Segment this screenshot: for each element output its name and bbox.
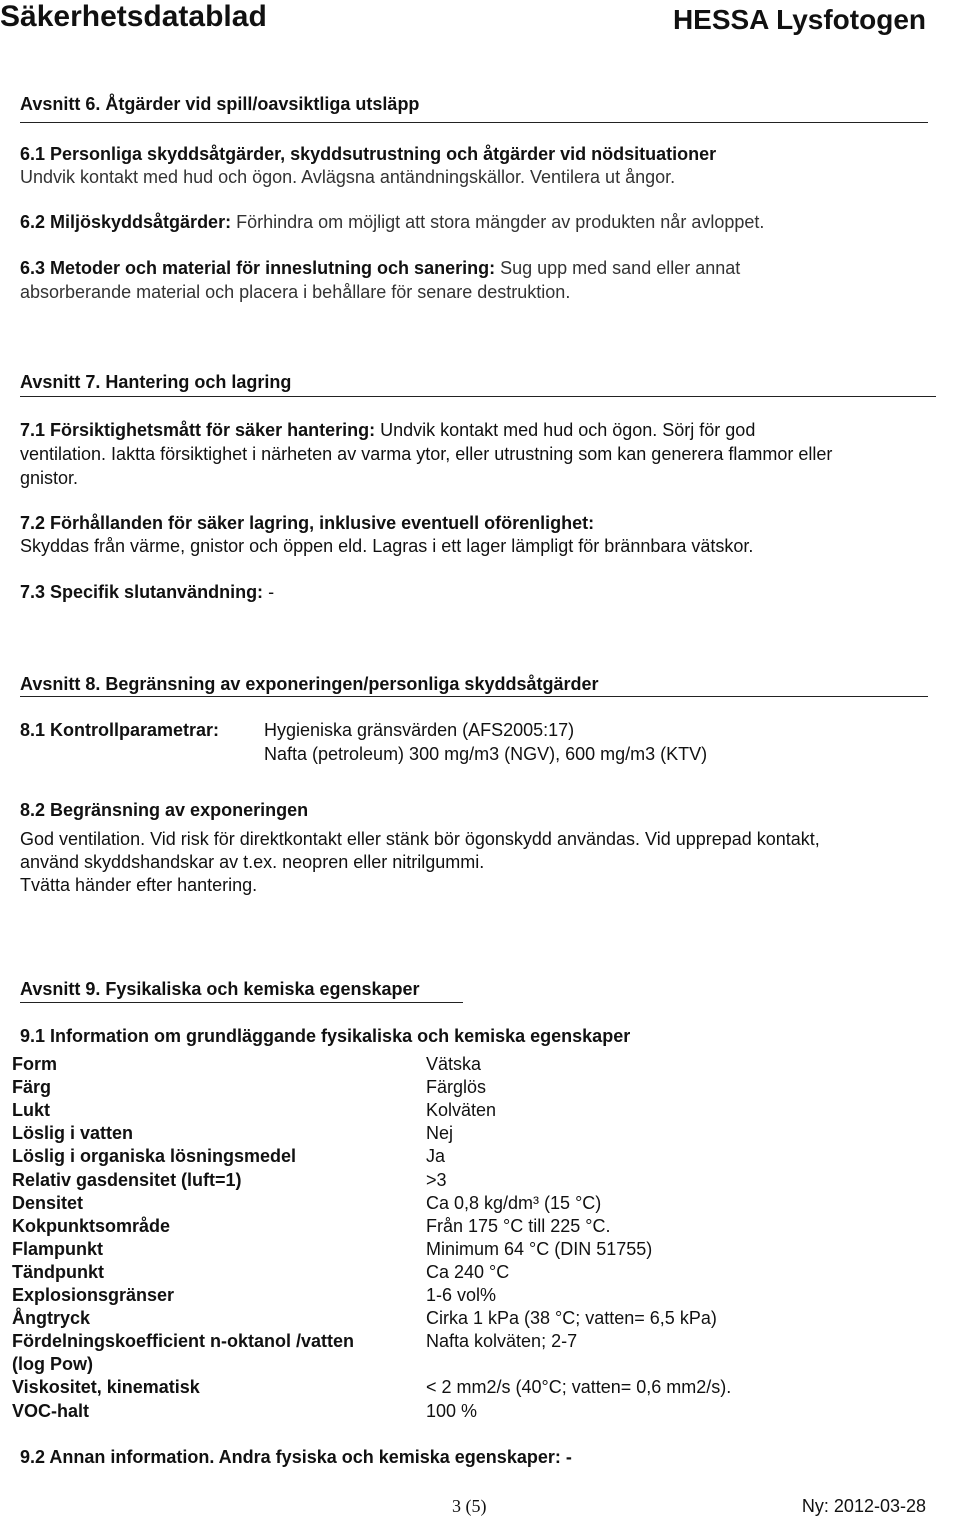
- p63-line1: [20, 258, 740, 279]
- section-9-rule: [20, 1002, 463, 1003]
- property-value: 1-6 vol%: [426, 1285, 497, 1305]
- property-label: Form: [12, 1054, 57, 1074]
- p72-text: Skyddas från värme, gnistor och öppen eld. Lagras i ett lager lämpligt för brännbara vätskor.: [20, 536, 754, 556]
- property-value: Nafta kolväten; 2-7: [426, 1331, 578, 1351]
- p82-text3: Tvätta händer efter hantering.: [20, 875, 258, 895]
- property-label: (log Pow): [12, 1354, 93, 1374]
- p71-text3: gnistor.: [20, 468, 79, 488]
- property-label: Flampunkt: [12, 1239, 104, 1259]
- p91-title: 9.1 Information om grundläggande fysikaliska och kemiska egenskaper: [20, 1026, 631, 1046]
- p61-text: Undvik kontakt med hud och ögon. Avlägsna antändningskällor. Ventilera ut ångor.: [20, 167, 676, 187]
- p81-title: 8.1 Kontrollparametrar:: [20, 720, 220, 740]
- p72-title: 7.2 Förhållanden för säker lagring, inklusive eventuell oförenlighet:: [20, 513, 595, 533]
- revision-date: Ny: 2012-03-28: [801, 1496, 926, 1516]
- property-value: >3: [426, 1170, 447, 1190]
- property-value: Färglös: [426, 1077, 487, 1097]
- p81-text2: Nafta (petroleum) 300 mg/m3 (NGV), 600 mg/m3 (KTV): [264, 744, 708, 764]
- property-value: Ja: [426, 1146, 446, 1166]
- p73: [20, 582, 274, 603]
- property-label: Fördelningskoefficient n-oktanol /vatten: [12, 1331, 355, 1351]
- property-label: Tändpunkt: [12, 1262, 104, 1282]
- p71-text1: Undvik kontakt med hud och ögon. Sörj för god: [380, 420, 756, 440]
- p62-title: 6.2 Miljöskyddsåtgärder:: [20, 212, 232, 232]
- section-6-title: Avsnitt 6. Åtgärder vid spill/oavsiktliga utsläpp: [20, 94, 420, 114]
- p81-text1: Hygieniska gränsvärden (AFS2005:17): [264, 720, 575, 740]
- section-6-rule: [20, 122, 928, 123]
- product-name: HESSA Lysfotogen: [672, 4, 926, 35]
- property-label: Kokpunktsområde: [12, 1216, 171, 1236]
- property-label: Färg: [12, 1077, 52, 1097]
- property-value: Vätska: [426, 1054, 482, 1074]
- property-value: Cirka 1 kPa (38 °C; vatten= 6,5 kPa): [426, 1308, 717, 1328]
- document-title: Säkerhetsdatablad: [0, 0, 267, 33]
- property-value: Nej: [426, 1123, 454, 1143]
- p62: [20, 212, 764, 233]
- property-value: Kolväten: [426, 1100, 497, 1120]
- section-8-title: Avsnitt 8. Begränsning av exponeringen/personliga skyddsåtgärder: [20, 674, 599, 694]
- property-value: 100 %: [426, 1401, 478, 1421]
- property-value: Ca 0,8 kg/dm³ (15 °C): [426, 1193, 602, 1213]
- property-label: Lukt: [12, 1100, 50, 1120]
- property-label: Ångtryck: [12, 1308, 91, 1328]
- property-label: Löslig i organiska lösningsmedel: [12, 1146, 297, 1166]
- property-label: VOC-halt: [12, 1401, 90, 1421]
- property-value: < 2 mm2/s (40°C; vatten= 0,6 mm2/s).: [426, 1377, 732, 1397]
- p71-title: 7.1 Försiktighetsmått för säker hantering:: [20, 420, 376, 440]
- property-label: Explosionsgränser: [12, 1285, 175, 1305]
- p82-text2: använd skyddshandskar av t.ex. neopren eller nitrilgummi.: [20, 852, 485, 872]
- property-value: Ca 240 °C: [426, 1262, 510, 1282]
- section-7-rule: [20, 396, 936, 397]
- p63-text2: absorberande material och placera i behållare för senare destruktion.: [20, 282, 571, 302]
- p73-text: -: [268, 582, 275, 602]
- p82-title: 8.2 Begränsning av exponeringen: [20, 800, 309, 820]
- p71-text2: ventilation. Iaktta försiktighet i närheten av varma ytor, eller utrustning som kan generera flammor eller: [20, 444, 833, 464]
- p63-title: 6.3 Metoder och material för inneslutning och sanering:: [20, 258, 496, 278]
- p61-title: 6.1 Personliga skyddsåtgärder, skyddsutrustning och åtgärder vid nödsituationer: [20, 144, 717, 164]
- property-label: Viskositet, kinematisk: [12, 1377, 200, 1397]
- property-label: Densitet: [12, 1193, 84, 1213]
- section-8-rule: [20, 696, 928, 697]
- p62-text: Förhindra om möjligt att stora mängder av produkten når avloppet.: [236, 212, 765, 232]
- p92-title: 9.2 Annan information. Andra fysiska och kemiska egenskaper: -: [20, 1447, 572, 1467]
- property-label: Löslig i vatten: [12, 1123, 134, 1143]
- section-7-title: Avsnitt 7. Hantering och lagring: [20, 372, 292, 392]
- property-label: Relativ gasdensitet (luft=1): [12, 1170, 242, 1190]
- property-value: Minimum 64 °C (DIN 51755): [426, 1239, 653, 1259]
- section-9-title: Avsnitt 9. Fysikaliska och kemiska egenskaper: [20, 979, 420, 999]
- p73-title: 7.3 Specifik slutanvändning:: [20, 582, 264, 602]
- property-value: Från 175 °C till 225 °C.: [426, 1216, 611, 1236]
- p63-text1: Sug upp med sand eller annat: [500, 258, 741, 278]
- p71-line1: [20, 420, 755, 441]
- page-number: 3 (5): [452, 1496, 487, 1516]
- p82-text1: God ventilation. Vid risk för direktkontakt eller stänk bör ögonskydd användas. Vid upprepad kontakt,: [20, 829, 820, 849]
